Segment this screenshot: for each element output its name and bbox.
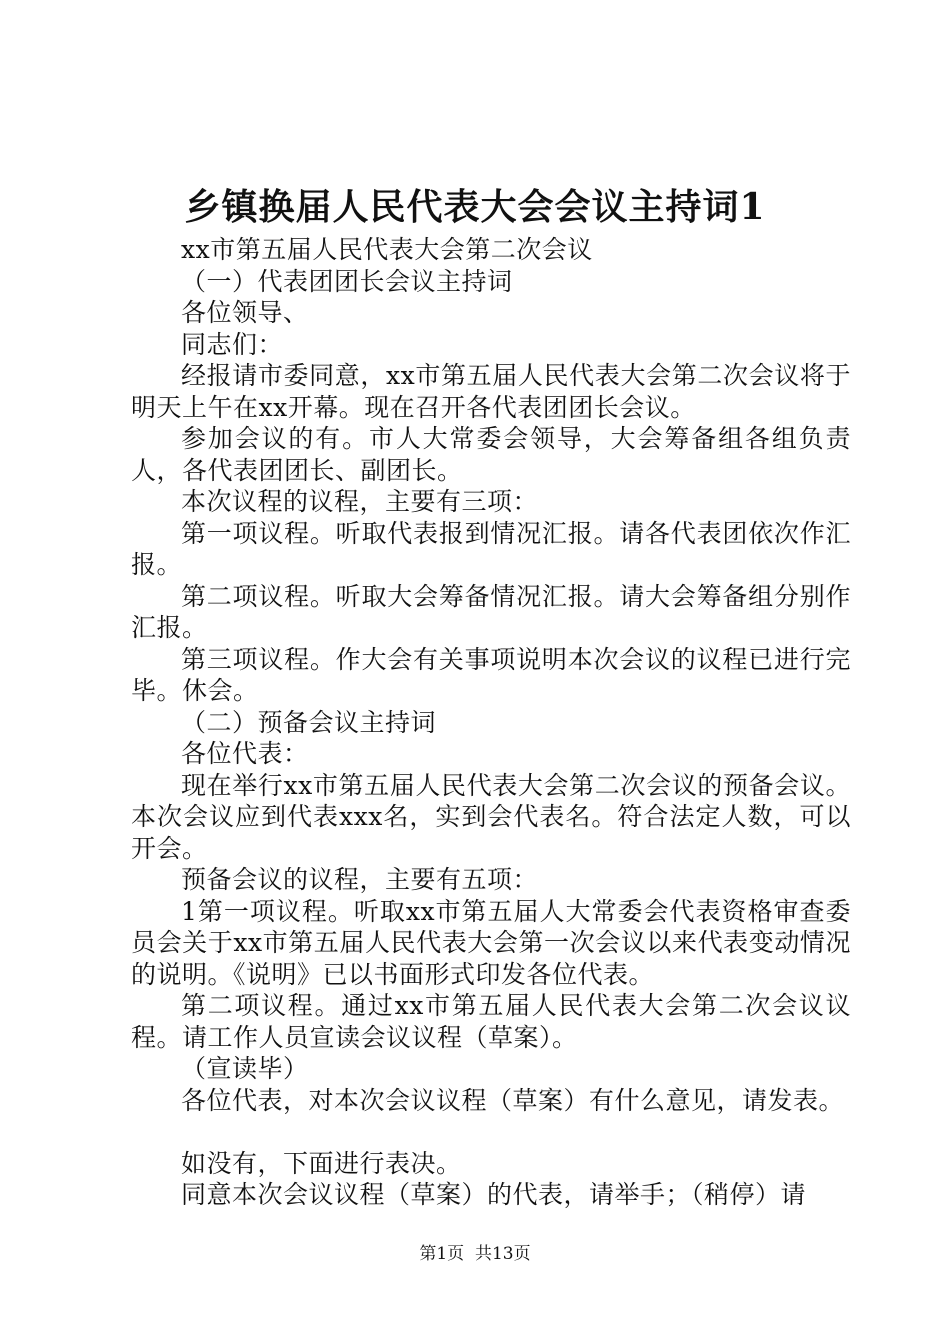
body-paragraph: 各位代表： [181,739,309,768]
document-body [131,234,851,1211]
body-paragraph: 第二项议程。通过xx市第五届人民代表大会第二次会议议程。请工作人员宣读会议议程（草案）。 [131,991,851,1052]
body-paragraph: （宣读毕） [181,1054,309,1083]
page-footer: 第1页 共13页 [419,1244,531,1264]
body-paragraph: 1第一项议程。听取xx市第五届人大常委会代表资格审查委员会关于xx市第五届人民代表大会第一次会议以来代表变动情况的说明。《说明》已以书面形式印发各位代表。 [131,896,851,989]
body-paragraph: 各位领导、 [181,298,309,327]
body-paragraph: 同志们： [181,329,284,359]
body-paragraph: （二）预备会议主持词 [181,707,437,737]
body-paragraph: 第一项议程。听取代表报到情况汇报。请各代表团依次作汇报。 [131,518,851,579]
body-paragraph: 本次议程的议程，主要有三项： [181,487,539,516]
body-paragraph: （一）代表团团长会议主持词 [181,266,513,296]
body-paragraph: 同意本次会议议程（草案）的代表，请举手；（稍停）请 [181,1180,807,1209]
body-paragraph: 如没有，下面进行表决。 [181,1148,462,1178]
body-paragraph: 各位代表，对本次会议议程（草案）有什么意见，请发表。 [181,1085,845,1115]
document-title: 乡镇换届人民代表大会会议主持词1 [184,186,766,228]
body-paragraph: 参加会议的有。市人大常委会领导，大会筹备组各组负责人，各代表团团长、副团长。 [131,424,851,485]
body-paragraph: 第二项议程。听取大会筹备情况汇报。请大会筹备组分别作汇报。 [131,581,851,642]
body-paragraph: 第三项议程。作大会有关事项说明本次会议的议程已进行完毕。休会。 [131,644,851,705]
body-paragraph: 经报请市委同意，xx市第五届人民代表大会第二次会议将于明天上午在xx开幕。现在召开各代表团团长会议。 [131,361,851,422]
body-paragraph: 现在举行xx市第五届人民代表大会第二次会议的预备会议。本次会议应到代表xxx名，实到会代表名。符合法定人数，可以开会。 [131,770,851,863]
body-paragraph: xx市第五届人民代表大会第二次会议 [181,235,593,264]
body-paragraph: 预备会议的议程，主要有五项： [181,865,539,894]
blank-line [131,1116,851,1148]
